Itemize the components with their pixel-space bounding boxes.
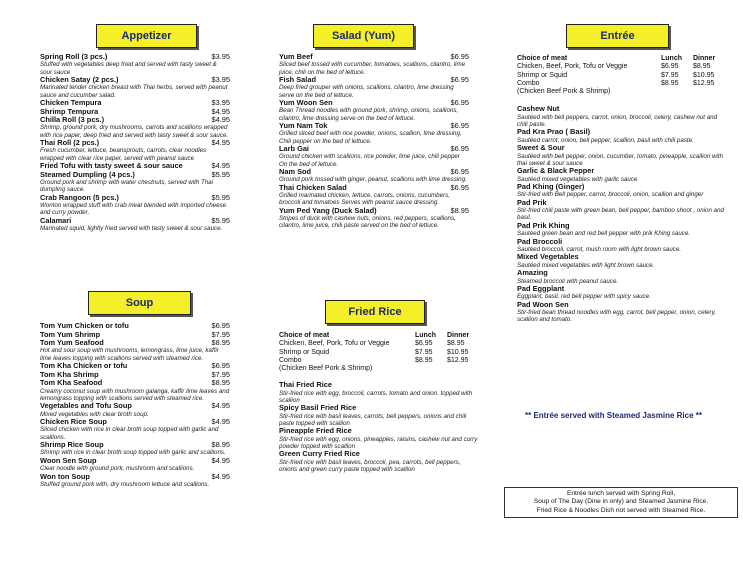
- menu-item-name: Amazing: [517, 268, 548, 278]
- menu-item-row: [279, 53, 469, 61]
- menu-item-desc: Marinated tender chicken breast with Thai herbs, served with peanut sauce and cucumber salad.: [40, 84, 228, 99]
- menu-item-price: $4.95: [211, 161, 230, 171]
- menu-item-name: Yum Nam Tok: [279, 121, 328, 130]
- price-row-name: Combo: [279, 356, 302, 364]
- price-row-dinner: $12.95: [693, 79, 715, 87]
- menu-item-row: [40, 139, 230, 147]
- entree-lunch-label: Lunch: [661, 55, 682, 62]
- menu-item: [517, 128, 725, 144]
- menu-item-price: $7.95: [211, 369, 230, 379]
- entree-header: Entrée: [566, 24, 669, 48]
- menu-item: [40, 418, 230, 441]
- menu-item-name: Pad Woon Sen: [517, 299, 569, 309]
- menu-item: [40, 379, 230, 402]
- menu-item-name: Pad Broccoli: [517, 236, 563, 246]
- menu-item: [40, 53, 230, 76]
- menu-item-desc: Clear noodle with ground pork, mushroom and scallions.: [40, 465, 195, 473]
- menu-item-row: [40, 217, 230, 225]
- menu-item: [279, 53, 469, 76]
- menu-item-desc: Sautéed with bell peppers, carrot, onion, broccoli, celery, cashew nut and chili paste.: [517, 113, 718, 128]
- menu-item-name: Steamed Dumpling (4 pcs.): [40, 169, 135, 179]
- menu-item-name: Won ton Soup: [40, 471, 90, 481]
- menu-item-desc: Stir-fried with Bell pepper, carrot, broccoli, onion, scallion and ginger: [517, 191, 704, 199]
- menu-item-price: $4.95: [211, 138, 230, 148]
- price-row-lunch: $8.95: [661, 79, 679, 87]
- menu-item-name: Crab Rangoon (5 pcs.): [40, 192, 119, 202]
- fried-rice-lunch-label: Lunch: [415, 332, 436, 339]
- menu-item-row: [40, 53, 230, 61]
- fried-rice-dinner-label: Dinner: [447, 332, 470, 339]
- menu-item-name: Tom Kha Shrimp: [40, 369, 99, 379]
- menu-item-name: Thai Roll (2 pcs.): [40, 138, 100, 148]
- menu-item-row: [40, 194, 230, 202]
- menu-item-name: Vegetables and Tofu Soup: [40, 401, 132, 411]
- menu-item-name: Thai Chicken Salad: [279, 182, 347, 192]
- menu-item: [279, 427, 479, 450]
- menu-item-row: [40, 339, 230, 347]
- menu-item-name: Yum Ped Yang (Duck Salad): [279, 205, 377, 215]
- menu-item-price: $4.95: [211, 401, 230, 411]
- menu-item: [279, 450, 479, 473]
- menu-item-price: $4.95: [211, 455, 230, 465]
- price-row-name: Shrimp or Squid: [517, 71, 568, 79]
- menu-item-price: $8.95: [450, 205, 469, 215]
- menu-item-name: Sweet & Sour: [517, 143, 565, 153]
- menu-item-price: $4.95: [211, 115, 230, 125]
- menu-item: [279, 122, 469, 145]
- menu-item-name: Pad Prik: [517, 197, 547, 207]
- menu-item-desc: Sautéed green bean and red bell pepper with prik Khing sauce.: [517, 230, 691, 238]
- menu-item-row: [279, 76, 469, 84]
- menu-item-desc: Deep fried grouper with onions, scallions, cilantro, lime dressing serve on the bed of lettuce.: [279, 84, 454, 99]
- menu-item: [279, 76, 469, 99]
- menu-item-desc: Creamy coconut soup with mushroom galanga, kaffir lime leaves and lemongrass topping with scallions served with steamed rice.: [40, 387, 230, 402]
- menu-item-row: [40, 171, 230, 179]
- menu-item: [279, 99, 469, 122]
- menu-item-row: [279, 207, 469, 215]
- menu-item-name: Tom Yum Shrimp: [40, 329, 101, 339]
- menu-item-price: $6.95: [450, 52, 469, 61]
- menu-item-name: Chicken Rice Soup: [40, 417, 107, 427]
- price-row: [517, 80, 725, 88]
- price-row-lunch: $7.95: [415, 348, 433, 356]
- menu-item-desc: Sautéed mixed vegetables with light brown sauce.: [517, 261, 655, 269]
- menu-item-desc: Sautéed broccoli, carrot, mush room with light brown sauce.: [517, 245, 682, 253]
- lunch-info-line: Fried Rice & Noodles Dish not served with Steamed Rice.: [536, 506, 706, 514]
- soup-list: [40, 322, 230, 489]
- menu-item-name: Spring Roll (3 pcs.): [40, 52, 108, 61]
- price-row-dinner: $10.95: [693, 71, 715, 79]
- menu-item-desc: Hot and sour soup with mushrooms, lemongrass, lime juice, kaffir lime leaves topping with scallions served with steamed rice.: [40, 347, 219, 362]
- menu-item-name: Yum Woon Sen: [279, 98, 333, 107]
- price-row-dinner: $8.95: [693, 63, 711, 71]
- entree-served-note: ** Entrée served with Steamed Jasmine Rice **: [525, 411, 702, 420]
- menu-item: [40, 217, 230, 233]
- menu-item-name: Green Curry Fried Rice: [279, 449, 360, 459]
- menu-item-name: Larb Gai: [279, 144, 309, 153]
- menu-item-row: [40, 473, 230, 481]
- menu-item-desc: Shrimp, ground pork, dry mushrooms, carrots and scallions wrapped with rice paper, deep fried and served with tasty sweet & sour sauce.: [40, 124, 229, 139]
- menu-item-desc: Stripes of duck with cashew nuts, onions, red peppers, scallions, cilantro, lime juice, chili paste served on the bed of lettuce.: [279, 215, 456, 230]
- menu-item-row: [40, 76, 230, 84]
- menu-item-price: $4.95: [211, 471, 230, 481]
- menu-item-row: [40, 402, 230, 410]
- menu-item: [279, 168, 469, 184]
- menu-item: [517, 183, 725, 199]
- menu-item: [40, 171, 230, 194]
- menu-item-desc: Stir-fried rice with egg, broccoli, carrots, tomato and onion. topped with scallion: [279, 389, 473, 404]
- menu-item-price: $3.95: [211, 98, 230, 107]
- menu-item-name: Chilla Roll (3 pcs.): [40, 115, 105, 125]
- entree-dinner-label: Dinner: [693, 55, 716, 62]
- menu-item-price: $5.95: [211, 169, 230, 179]
- price-row-lunch: $6.95: [661, 63, 679, 71]
- menu-item-price: $6.95: [450, 167, 469, 176]
- menu-item: [279, 207, 469, 230]
- menu-item-desc: Stir-fried chili paste with green bean, bell pepper, bamboo shoot , onion and basil.: [517, 207, 724, 222]
- menu-item-desc: Ground pork tossed with ginger, peanut, scallions with lime dressing.: [279, 176, 467, 184]
- menu-item: [279, 404, 479, 427]
- menu-item: [40, 457, 230, 473]
- salad-list: [279, 53, 469, 230]
- menu-item-desc: Shrimp with rice in clear broth soup topped with garlic and scallions.: [40, 449, 226, 457]
- menu-item: [517, 167, 725, 183]
- menu-item-name: Pineapple Fried Rice: [279, 426, 352, 436]
- menu-item-desc: Grilled marinated chicken, lettuce, carrots, onions, cucumbers, broccoli and tomatoes Serves with peanut sauce dressing.: [279, 192, 450, 207]
- menu-item-price: $3.95: [211, 52, 230, 61]
- menu-item: [517, 222, 725, 238]
- menu-item-desc: Wonton wrapped stuff with crab meat blended with imported cheese and curry powder.: [40, 202, 227, 217]
- lunch-info-line: Soup of The Day (Dine in only) and Steamed Jasmine Rice.: [533, 498, 709, 506]
- menu-item: [517, 301, 725, 324]
- menu-item: [517, 144, 725, 167]
- price-row: [517, 72, 725, 80]
- menu-item-row: [40, 116, 230, 124]
- menu-item-name: Pad Khing (Ginger): [517, 182, 585, 192]
- menu-item-name: Chicken Tempura: [40, 98, 102, 107]
- menu-item-desc: Stir-fried rice with egg, onions, pineapples, raisins, cashew nut and curry powder topped with scallion: [279, 435, 478, 450]
- menu-item-price: $5.95: [211, 215, 230, 225]
- menu-item-desc: Marinated squid, lightly fried served with tasty sweet & sour sauce.: [40, 225, 223, 233]
- menu-item-name: Pad Eggplant: [517, 284, 565, 294]
- price-row: [279, 357, 479, 365]
- price-row-lunch: $8.95: [415, 356, 433, 364]
- salad-header: Salad (Yum): [313, 24, 414, 48]
- menu-item-name: Chicken Satay (2 pcs.): [40, 75, 119, 84]
- menu-item-desc: Ground chicken with scallions, rice powder, lime juice, chili pepper On the bed of lettuce.: [279, 153, 460, 168]
- appetizer-list: [40, 53, 230, 233]
- menu-item: [40, 339, 230, 362]
- menu-item-price: $6.95: [450, 121, 469, 130]
- menu-item: [279, 184, 469, 207]
- menu-item-row: [279, 145, 469, 153]
- menu-item: [517, 269, 725, 285]
- lunch-info-box: [504, 487, 738, 518]
- menu-item-desc: Stuffed with vegetables deep fried and served with tasty sweet & sour sauce: [40, 61, 217, 76]
- menu-item-name: Fried Tofu with tasty sweet & sour sauce: [40, 161, 183, 171]
- menu-item-desc: Sautéed with bell pepper, onion, cucumber, tomato, pineapple, scallion with thai sweet & sour sauce: [517, 152, 724, 167]
- menu-item-price: $6.95: [450, 182, 469, 192]
- menu-item-name: Fish Salad: [279, 75, 316, 84]
- menu-item: [279, 381, 479, 404]
- menu-item: [517, 238, 725, 254]
- price-row-name: Shrimp or Squid: [279, 348, 330, 356]
- menu-item-desc: Grilled sliced beef with rice powder, onions, scallion, lime dressing, Chili pepper on the bed of lettuce.: [279, 130, 462, 145]
- menu-item: [517, 199, 725, 222]
- menu-item-name: Pad Kra Prao ( Basil): [517, 127, 591, 137]
- menu-item-name: Shrimp Tempura: [40, 106, 99, 116]
- menu-item: [40, 139, 230, 162]
- menu-item-price: $6.95: [450, 144, 469, 153]
- price-row: [517, 63, 725, 71]
- menu-item-desc: Sliced beef tossed with cucumber, tomatoes, scallions, cilantro, lime juice, chili on the bed of lettuce.: [279, 61, 466, 76]
- menu-item-desc: Fresh cucumber, lettuce, beansprouts, carrots, clear noodles wrapped with clear rice paper, served with peanut sauce: [40, 147, 207, 162]
- menu-item-desc: Sautéed mixed vegetables with garlic sauce: [517, 175, 638, 183]
- fried-rice-choice-label: Choice of meat: [279, 332, 330, 339]
- menu-item: [517, 253, 725, 269]
- menu-item: [279, 145, 469, 168]
- price-row-lunch: $7.95: [661, 71, 679, 79]
- menu-item-price: $4.95: [211, 417, 230, 427]
- entree-block: [517, 55, 725, 324]
- menu-item-price: $4.95: [211, 106, 230, 116]
- menu-item-row: [279, 168, 469, 176]
- menu-item-desc: Stir-fried rice with basil leaves, broccoli, pea, carrots, bell peppers, onions and green curry paste topped with scallion: [279, 458, 461, 473]
- menu-item-desc: Stir-fried rice with basil leaves, carrots, bell peppers, onions and chili paste topped with scallion: [279, 412, 467, 427]
- entree-choice-label: Choice of meat: [517, 55, 568, 62]
- menu-item-name: Cashew Nut: [517, 104, 560, 114]
- menu-item-row: [279, 99, 469, 107]
- price-row-name: Chicken, Beef, Pork, Tofu or Veggie: [517, 63, 628, 71]
- menu-item-price: $6.95: [450, 98, 469, 107]
- price-row: [279, 340, 479, 348]
- menu-item-name: Mixed Vegetables: [517, 252, 579, 262]
- menu-item-price: $6.95: [450, 75, 469, 84]
- menu-item-name: Shrimp Rice Soup: [40, 440, 104, 450]
- menu-item-row: [279, 122, 469, 130]
- menu-item-desc: Mixed vegetables with clear broth soup.: [40, 410, 149, 418]
- menu-item-desc: Ground pork and shrimp with water chestnuts, served with Thai dumpling sauce.: [40, 179, 213, 194]
- menu-item-row: [40, 441, 230, 449]
- menu-item: [517, 285, 725, 301]
- menu-item-desc: Steamed broccoli with peanut sauce.: [517, 277, 619, 285]
- menu-item-desc: Eggplant, basil, red bell pepper with spicy sauce.: [517, 293, 651, 301]
- menu-item-row: [40, 418, 230, 426]
- menu-item-row: [40, 379, 230, 387]
- menu-item-desc: Bean Thread noodles with ground pork, shrimp, onions, scallions, cilantro, lime dressing serve on the bed of lettuce.: [279, 107, 459, 122]
- menu-item-name: Calamari: [40, 215, 72, 225]
- menu-item-name: Nam Sod: [279, 167, 312, 176]
- menu-item-name: Tom Kha Seafood: [40, 378, 103, 388]
- menu-item-price: $6.95: [211, 321, 230, 330]
- fried-rice-block: [279, 332, 479, 473]
- price-row-lunch: $6.95: [415, 340, 433, 348]
- menu-item-price: $3.95: [211, 75, 230, 84]
- menu-item-name: Tom Yum Chicken or tofu: [40, 321, 129, 330]
- menu-item-desc: Stuffed ground pork with, dry mushroom lettuce and scallions.: [40, 481, 210, 489]
- menu-item: [40, 473, 230, 489]
- price-row-dinner: $10.95: [447, 348, 469, 356]
- menu-item: [40, 76, 230, 99]
- menu-item-price: $8.95: [211, 338, 230, 348]
- price-row-name: Chicken, Beef, Pork, Tofu or Veggie: [279, 340, 390, 348]
- lunch-info-line: Entrée lunch served with Spring Roll,: [566, 490, 676, 497]
- menu-item-name: Woon Sen Soup: [40, 455, 97, 465]
- price-row-dinner: $12.95: [447, 356, 469, 364]
- menu-item-desc: Sautéed carrot, onion, bell pepper, scallion, basil with chili paste.: [517, 136, 694, 144]
- menu-item-price: $8.95: [211, 378, 230, 388]
- menu-item-name: Pad Prik Khing: [517, 220, 570, 230]
- soup-header: Soup: [88, 291, 191, 315]
- menu-item: [517, 105, 725, 128]
- menu-item-name: Thai Fried Rice: [279, 380, 332, 390]
- fried-rice-header: Fried Rice: [325, 300, 425, 324]
- appetizer-header: Appetizer: [96, 24, 197, 48]
- entree-combo-note: (Chicken Beef Pork & Shrimp): [517, 88, 611, 96]
- price-row: [279, 349, 479, 357]
- menu-item: [40, 441, 230, 457]
- menu-item-price: $7.95: [211, 329, 230, 339]
- menu-item-row: [279, 184, 469, 192]
- menu-item: [40, 194, 230, 217]
- menu-item-desc: Sliced chicken with rice in clear broth soup topped with garlic and scallions.: [40, 426, 219, 441]
- menu-item: [40, 402, 230, 418]
- price-row-dinner: $8.95: [447, 340, 465, 348]
- menu-item-name: Garlic & Black Pepper: [517, 166, 595, 176]
- menu-item-desc: Stir-fried bean thread noodles with egg, carrot, bell pepper, onion, celery, scallion and tomato.: [517, 309, 716, 324]
- menu-item-price: $5.95: [211, 192, 230, 202]
- menu-item-price: $8.95: [211, 440, 230, 450]
- menu-item-price: $6.95: [211, 361, 230, 371]
- fried-rice-combo-note: (Chicken Beef Pork & Shrimp): [279, 365, 373, 373]
- menu-item-name: Yum Beef: [279, 52, 313, 61]
- price-row-name: Combo: [517, 79, 540, 87]
- menu-item-row: [40, 457, 230, 465]
- menu-item: [40, 116, 230, 139]
- menu-item-name: Tom Kha Chicken or tofu: [40, 361, 128, 371]
- menu-item-name: Tom Yum Seafood: [40, 338, 104, 348]
- menu-item-name: Spicy Basil Fried Rice: [279, 403, 357, 413]
